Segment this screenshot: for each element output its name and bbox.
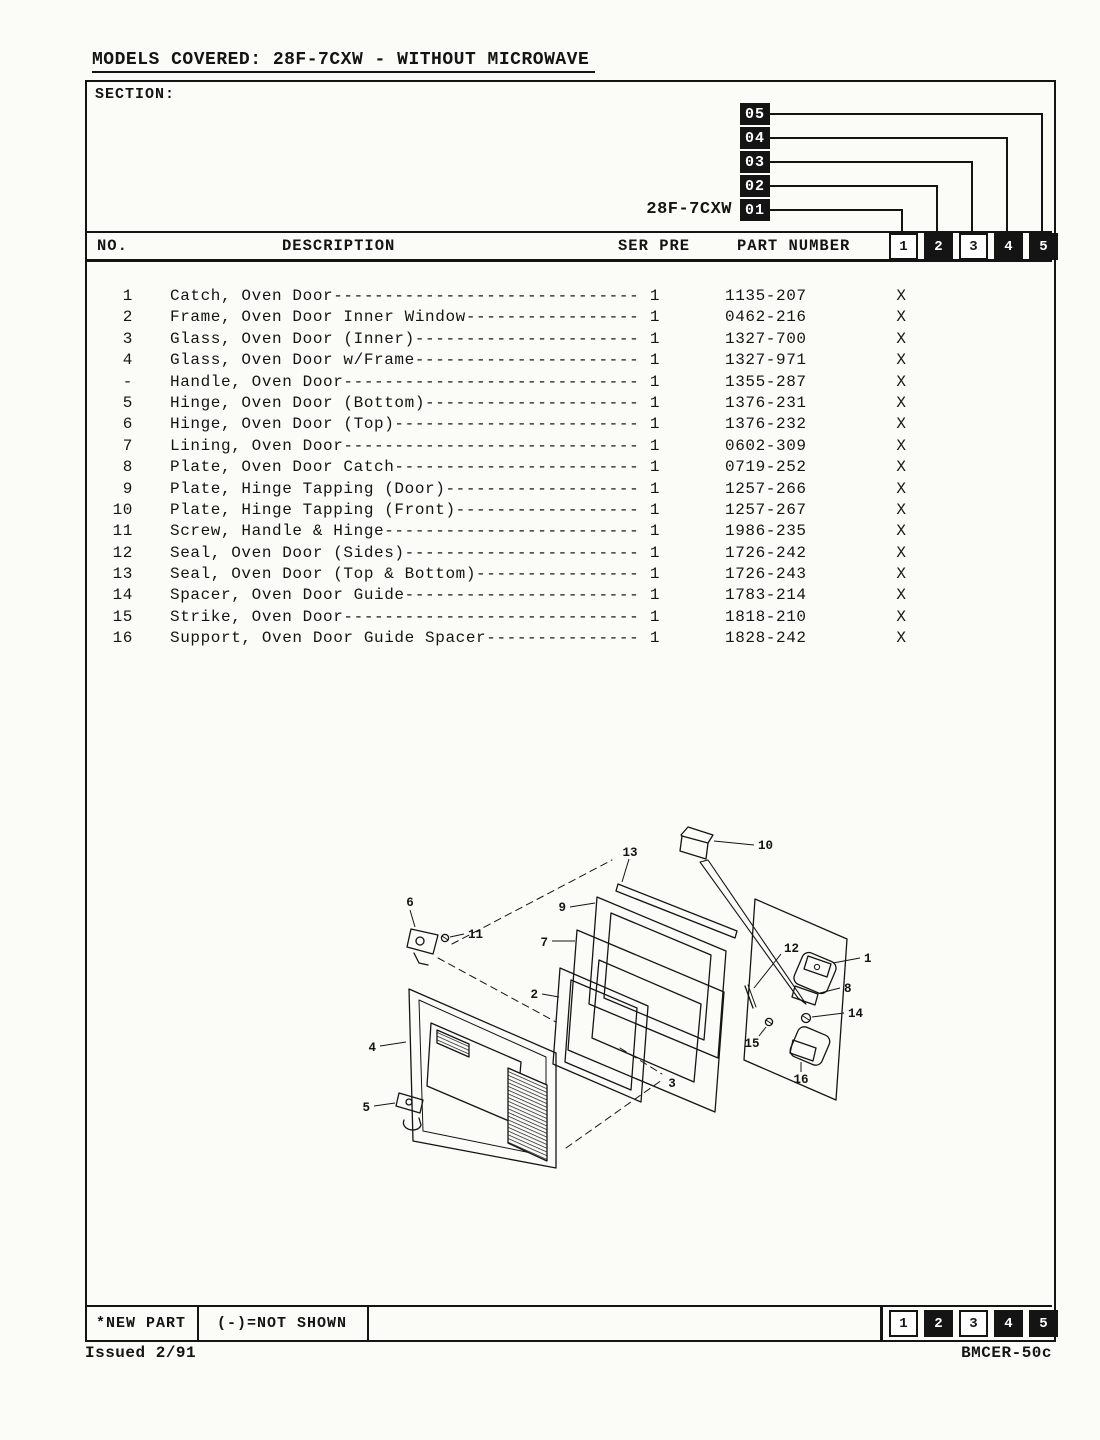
section-label: SECTION: [95,86,176,103]
row-model-mark: X [896,458,907,477]
row-ser-qty: 1 [649,586,661,605]
row-no: 9 [122,479,133,498]
table-row [85,373,1052,394]
row-description: Plate, Hinge Tapping (Door)------------------- [170,479,640,498]
part-bottom-hinge [396,1093,423,1130]
callout-leader [570,903,595,907]
row-no: - [122,372,133,391]
row-model-mark: X [896,629,907,648]
callout-13: 13 [622,846,638,860]
part-side-seal [745,985,756,1008]
table-header [85,231,1052,262]
model-box: 01 [740,199,770,221]
row-model-mark: X [896,308,907,327]
row-description: Plate, Oven Door Catch------------------------ [170,458,640,477]
row-model-mark: X [896,436,907,455]
row-ser-qty: 1 [649,436,661,455]
model-column-box: 1 [889,233,918,260]
part-rear-panel [744,899,847,1100]
row-part-number: 1828-242 [725,629,807,648]
callout-1: 1 [864,952,872,966]
row-ser-qty: 1 [649,629,661,648]
row-part-number: 1726-242 [725,543,807,562]
callout-2: 2 [530,988,538,1002]
row-part-number: 1257-267 [725,500,807,519]
table-row [85,394,1052,415]
model-box: 05 [740,103,770,125]
model-code: 28F-7CXW [646,200,732,219]
row-description: Hinge, Oven Door (Bottom)--------------------- [170,393,640,412]
callout-4: 4 [368,1041,376,1055]
callout-6: 6 [406,896,414,910]
model-column-box: 3 [959,1310,988,1337]
col-description: DESCRIPTION [282,237,396,255]
model-box: 02 [740,175,770,197]
model-column-box: 1 [889,1310,918,1337]
callout-leader [374,1103,395,1106]
row-ser-qty: 1 [649,500,661,519]
row-description: Seal, Oven Door (Top & Bottom)---------------- [170,565,640,584]
row-model-mark: X [896,393,907,412]
row-no: 6 [122,415,133,434]
row-ser-qty: 1 [649,308,661,327]
row-ser-qty: 1 [649,522,661,541]
model-column-box: 5 [1029,233,1058,260]
part-guide-support [790,1040,816,1061]
row-description: Lining, Oven Door----------------------------- [170,436,640,455]
part-guide-bracket [680,827,713,859]
model-column-box: 4 [994,1310,1023,1337]
table-row [85,330,1052,351]
row-ser-qty: 1 [649,393,661,412]
row-ser-qty: 1 [649,458,661,477]
callout-leader [450,934,464,937]
row-model-mark: X [896,351,907,370]
diagram-callouts [362,839,871,1115]
row-description: Seal, Oven Door (Sides)----------------------- [170,543,640,562]
callout-3: 3 [668,1077,676,1091]
row-part-number: 1327-971 [725,351,807,370]
row-ser-qty: 1 [649,329,661,348]
table-row [85,522,1052,543]
footer-bar [85,1305,1052,1340]
part-handle-screw [441,934,448,941]
callout-leader [410,910,415,927]
callout-14: 14 [848,1007,864,1021]
row-model-mark: X [896,522,907,541]
row-ser-qty: 1 [649,607,661,626]
row-part-number: 0602-309 [725,436,807,455]
part-door-outer-panel [409,989,556,1168]
callout-leader [542,994,559,997]
row-part-number: 1783-214 [725,586,807,605]
issued-date: Issued 2/91 [85,1344,197,1362]
new-part-legend: *NEW PART [85,1307,199,1340]
row-part-number: 1376-231 [725,393,807,412]
table-row [85,480,1052,501]
row-model-mark: X [896,586,907,605]
row-part-number: 1818-210 [725,607,807,626]
callout-11: 11 [468,928,484,942]
callout-8: 8 [844,982,852,996]
row-model-mark: X [896,500,907,519]
callout-leader [622,859,629,882]
row-model-mark: X [896,329,907,348]
not-shown-legend: (-)=NOT SHOWN [197,1307,369,1340]
row-description: Frame, Oven Door Inner Window----------------- [170,308,640,327]
row-description: Plate, Hinge Tapping (Front)------------------ [170,500,640,519]
row-no: 2 [122,308,133,327]
row-description: Spacer, Oven Door Guide----------------------- [170,586,640,605]
row-model-mark: X [896,287,907,305]
col-ser-pre: SER PRE [618,237,691,255]
callout-5: 5 [362,1101,370,1115]
model-column-box: 2 [924,233,953,260]
row-model-mark: X [896,479,907,498]
row-ser-qty: 1 [649,543,661,562]
model-column-box: 5 [1029,1310,1058,1337]
part-inner-window-frame [589,897,726,1058]
callout-leader [833,958,860,963]
construction-line [438,958,556,1022]
models-covered-heading: MODELS COVERED: 28F-7CXW - WITHOUT MICROWAVE [92,50,595,73]
row-no: 5 [122,393,133,412]
model-box: 04 [740,127,770,149]
col-no: NO. [97,237,128,255]
row-description: Glass, Oven Door (Inner)---------------------- [170,329,640,348]
part-spacer [802,1014,811,1023]
row-no: 13 [112,565,133,584]
callout-16: 16 [793,1073,809,1087]
row-part-number: 1355-287 [725,372,807,391]
part-inner-glass-frame [553,968,648,1102]
row-no: 3 [122,329,133,348]
footer-divider [880,1307,883,1340]
row-no: 16 [112,629,133,648]
col-part-number: PART NUMBER [737,237,851,255]
table-row [85,629,1052,650]
row-model-mark: X [896,565,907,584]
row-model-mark: X [896,372,907,391]
model-column-box: 4 [994,233,1023,260]
row-description: Glass, Oven Door w/Frame---------------------- [170,351,640,370]
row-no: 11 [112,522,133,541]
callout-7: 7 [540,936,548,950]
row-ser-qty: 1 [649,479,661,498]
row-description: Catch, Oven Door------------------------------ [170,287,640,305]
row-description: Strike, Oven Door----------------------------- [170,607,640,626]
row-description: Hinge, Oven Door (Top)------------------------ [170,415,640,434]
table-row [85,308,1052,329]
row-ser-qty: 1 [649,287,661,305]
construction-line [620,1048,662,1074]
parts-table-rows [85,287,1052,651]
callout-leader [820,988,840,993]
model-column-box: 3 [959,233,988,260]
row-no: 7 [122,436,133,455]
table-row [85,501,1052,522]
callout-9: 9 [558,901,566,915]
model-box: 03 [740,151,770,173]
exploded-diagram [290,812,930,1202]
row-part-number: 1257-266 [725,479,807,498]
row-no: 4 [122,351,133,370]
row-no: 15 [112,607,133,626]
callout-leader [812,1013,844,1017]
table-row [85,458,1052,479]
row-part-number: 1135-207 [725,287,807,305]
row-no: 1 [122,287,133,305]
row-ser-qty: 1 [649,565,661,584]
table-row [85,351,1052,372]
row-part-number: 1327-700 [725,329,807,348]
callout-12: 12 [784,942,800,956]
row-no: 14 [112,586,133,605]
row-part-number: 0462-216 [725,308,807,327]
row-part-number: 1986-235 [725,522,807,541]
row-ser-qty: 1 [649,415,661,434]
table-row [85,565,1052,586]
row-ser-qty: 1 [649,372,661,391]
model-column-box: 2 [924,1310,953,1337]
row-no: 12 [112,543,133,562]
row-no: 8 [122,458,133,477]
row-description: Support, Oven Door Guide Spacer--------------- [170,629,640,648]
part-door-lining [568,930,724,1112]
table-row [85,437,1052,458]
callout-leader [714,841,754,845]
callout-leader [759,1027,766,1036]
row-no: 10 [112,500,133,519]
document-number: BMCER-50c [961,1344,1052,1362]
row-model-mark: X [896,543,907,562]
callout-10: 10 [758,839,774,853]
row-part-number: 0719-252 [725,458,807,477]
part-top-hinge [407,929,438,965]
row-description: Screw, Handle & Hinge------------------------- [170,522,640,541]
callout-15: 15 [744,1037,760,1051]
callout-leader [380,1042,406,1046]
row-model-mark: X [896,607,907,626]
row-ser-qty: 1 [649,351,661,370]
row-description: Handle, Oven Door----------------------------- [170,372,640,391]
table-row [85,586,1052,607]
row-part-number: 1376-232 [725,415,807,434]
table-row [85,544,1052,565]
row-model-mark: X [896,415,907,434]
table-row [85,287,1052,308]
row-part-number: 1726-243 [725,565,807,584]
part-strike-screw [765,1018,772,1025]
callout-leader [754,954,781,988]
table-row [85,415,1052,436]
table-row [85,608,1052,629]
